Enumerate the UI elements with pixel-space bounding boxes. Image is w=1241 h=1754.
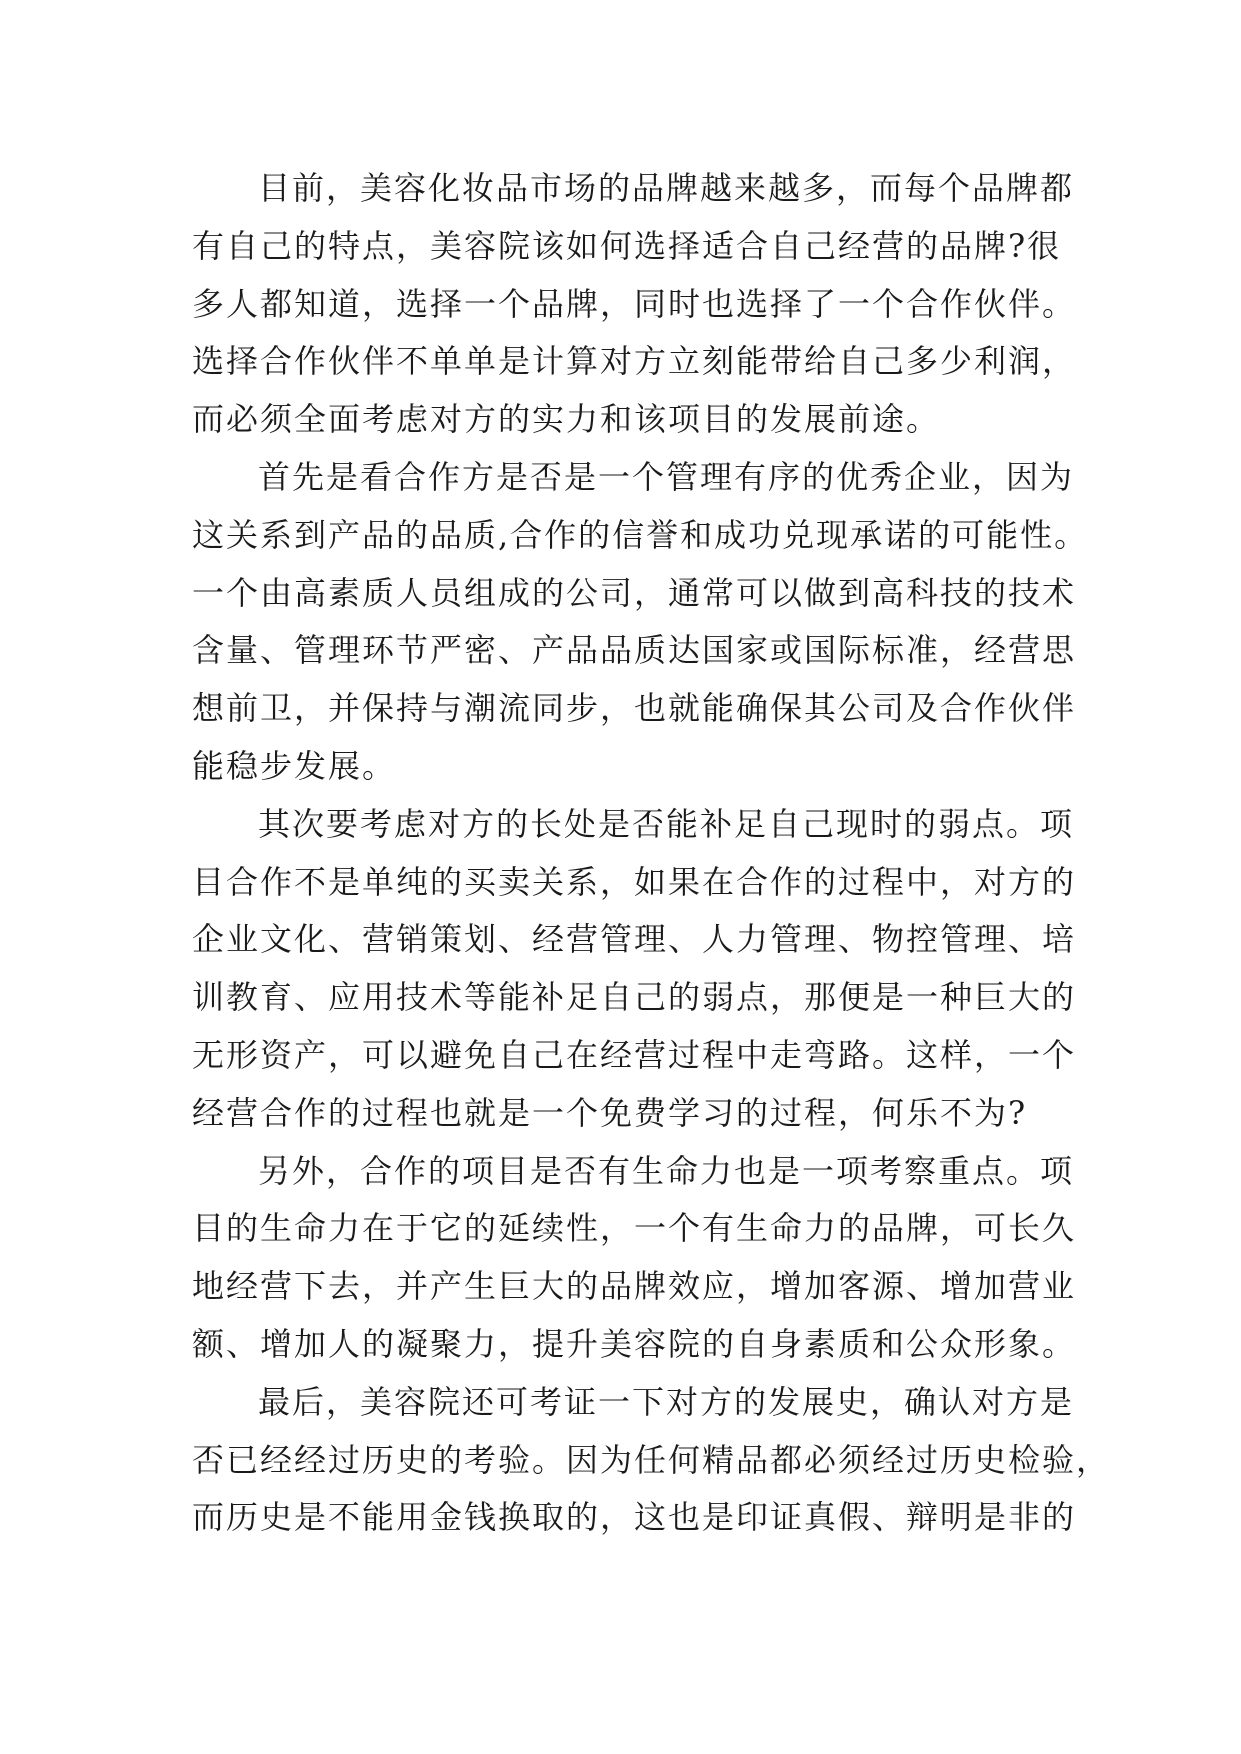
paragraph-5 xyxy=(192,1374,1111,1547)
paragraph-line: 能稳步发展。 xyxy=(192,746,397,785)
paragraph-line: 多人都知道，选择一个品牌，同时也选择了一个合作伙伴。 xyxy=(192,284,1077,323)
paragraph-line: 额、增加人的凝聚力，提升美容院的自身素质和公众形象。 xyxy=(192,1324,1077,1363)
paragraph-line: 否已经经过历史的考验。因为任何精品都必须经过历史检验， xyxy=(192,1440,1111,1479)
paragraph-line: 最后，美容院还可考证一下对方的发展史，确认对方是 xyxy=(258,1382,1075,1421)
paragraph-line: 其次要考虑对方的长处是否能补足自己现时的弱点。项 xyxy=(258,804,1075,843)
paragraph-line: 目合作不是单纯的买卖关系，如果在合作的过程中，对方的 xyxy=(192,862,1077,901)
paragraph-line: 企业文化、营销策划、经营管理、人力管理、物控管理、培 xyxy=(192,920,1077,959)
paragraph-line: 而必须全面考虑对方的实力和该项目的发展前途。 xyxy=(192,400,941,439)
paragraph-line: 无形资产，可以避免自己在经营过程中走弯路。这样，一个 xyxy=(192,1035,1077,1074)
paragraph-line: 有自己的特点，美容院该如何选择适合自己经营的品牌?很 xyxy=(192,226,1062,265)
paragraph-line: 经营合作的过程也就是一个免费学习的过程，何乐不为? xyxy=(192,1093,1028,1132)
paragraph-1 xyxy=(192,160,1077,449)
document-body xyxy=(192,160,1111,1547)
paragraph-2 xyxy=(192,449,1089,796)
paragraph-line: 训教育、应用技术等能补足自己的弱点，那便是一种巨大的 xyxy=(192,978,1077,1017)
paragraph-line: 目前，美容化妆品市场的品牌越来越多，而每个品牌都 xyxy=(258,169,1075,207)
paragraph-3 xyxy=(192,796,1077,1143)
paragraph-line: 含量、管理环节严密、产品品质达国家或国际标准，经营思 xyxy=(192,631,1077,670)
paragraph-4 xyxy=(192,1143,1077,1374)
paragraph-line: 地经营下去，并产生巨大的品牌效应，增加客源、增加营业 xyxy=(192,1267,1077,1306)
paragraph-line: 选择合作伙伴不单单是计算对方立刻能带给自己多少利润， xyxy=(192,342,1077,381)
paragraph-line: 目的生命力在于它的延续性，一个有生命力的品牌，可长久 xyxy=(192,1209,1077,1248)
paragraph-line: 另外，合作的项目是否有生命力也是一项考察重点。项 xyxy=(258,1151,1075,1190)
paragraph-line: 一个由高素质人员组成的公司，通常可以做到高科技的技术 xyxy=(192,573,1077,612)
paragraph-line: 想前卫，并保持与潮流同步，也就能确保其公司及合作伙伴 xyxy=(192,689,1077,728)
paragraph-line: 而历史是不能用金钱换取的，这也是印证真假、辩明是非的 xyxy=(192,1498,1077,1537)
paragraph-line: 首先是看合作方是否是一个管理有序的优秀企业，因为 xyxy=(258,457,1075,496)
paragraph-line: 这关系到产品的品质,合作的信誉和成功兑现承诺的可能性。 xyxy=(192,515,1089,554)
